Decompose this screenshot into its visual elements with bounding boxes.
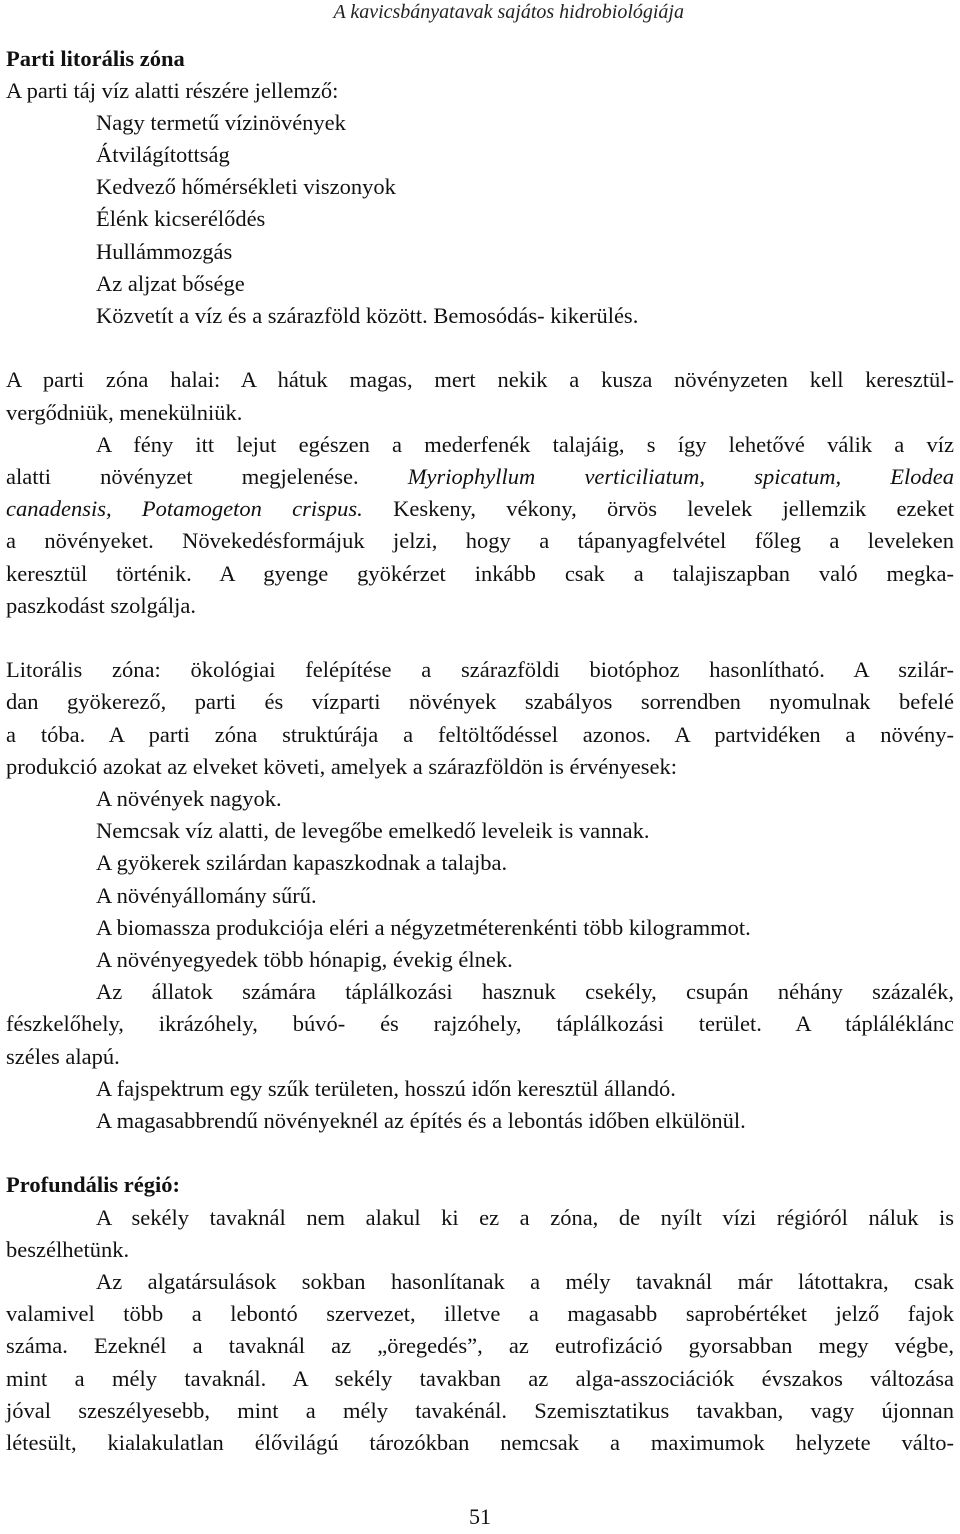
list-item: Kedvező hőmérsékleti viszonyok xyxy=(96,174,396,199)
running-header: A kavicsbányatavak sajátos hidrobiológiája xyxy=(333,1,684,23)
list-item: Nemcsak víz alatti, de levegőbe emelkedő leveleik is vannak. xyxy=(96,818,650,843)
list-item: A növények nagyok. xyxy=(96,786,282,811)
list-item: Átvilágítottság xyxy=(96,142,230,167)
species-names: Myriophyllum verticiliatum, spicatum, Elodea xyxy=(407,464,954,489)
paragraph-line: a tóba. A parti zóna struktúrája a feltöltődéssel azonos. A partvidéken a növény- xyxy=(6,722,954,747)
paragraph-line: paszkodást szolgálja. xyxy=(6,593,196,618)
text-run: alatti növényzet megjelenése. xyxy=(6,464,408,489)
list-item: Nagy termetű vízinövények xyxy=(96,110,346,135)
paragraph-line: produkció azokat az elveket követi, amelyek a szárazföldön is érvényesek: xyxy=(6,754,677,779)
list-item: A növényegyedek több hónapig, évekig élnek. xyxy=(96,947,513,972)
list-item: Közvetít a víz és a szárazföld között. Bemosódás- kikerülés. xyxy=(96,303,639,328)
paragraph-line: Litorális zóna: ökológiai felépítése a szárazföldi biotóphoz hasonlítható. A szilár- xyxy=(6,657,954,682)
paragraph-line: Az algatársulások sokban hasonlítanak a mély tavaknál már látottakra, csak xyxy=(96,1269,954,1294)
paragraph-line: Az állatok számára táplálkozási hasznuk csekély, csupán néhány százalék, xyxy=(96,979,954,1004)
list-item: A fajspektrum egy szűk területen, hosszú időn keresztül állandó. xyxy=(96,1076,676,1101)
paragraph-line: jóval szeszélyesebb, mint a mély tavakénál. Szemisztatikus tavakban, vagy újonnan xyxy=(6,1398,954,1423)
paragraph-line: dan gyökerező, parti és vízparti növények szabályos sorrendben nyomulnak befelé xyxy=(6,689,954,714)
paragraph-line: mint a mély tavaknál. A sekély tavakban az alga-asszociációk évszakos változása xyxy=(6,1366,954,1391)
paragraph-line: A parti zóna halai: A hátuk magas, mert nekik a kusza növényzeten kell keresztül- xyxy=(6,367,954,392)
section-heading-profundal: Profundális régió: xyxy=(6,1172,180,1197)
paragraph-line: valamivel több a lebontó szervezet, illetve a magasabb saprobértéket jelző fajok xyxy=(6,1301,954,1326)
list-item: A magasabbrendű növényeknél az építés és a lebontás időben elkülönül. xyxy=(96,1108,746,1133)
paragraph-line: széles alapú. xyxy=(6,1044,120,1069)
section-heading-litoral: Parti litorális zóna xyxy=(6,46,185,71)
paragraph-line xyxy=(6,462,954,492)
paragraph-line: fészkelőhely, ikrázóhely, búvó- és rajzóhely, táplálkozási terület. A tápláléklánc xyxy=(6,1011,954,1036)
paragraph-line: beszélhetünk. xyxy=(6,1237,130,1262)
paragraph-line: száma. Ezeknél a tavaknál az „öregedés”, az eutrofizáció gyorsabban megy végbe, xyxy=(6,1333,954,1358)
text-run: Keskeny, vékony, örvös levelek jellemzik ezeket xyxy=(362,496,954,521)
list-item: Az aljzat bősége xyxy=(96,271,245,296)
species-names: canadensis, Potamogeton crispus. xyxy=(6,496,363,521)
paragraph-line: vergődniük, menekülniük. xyxy=(6,400,243,425)
paragraph-line: létesült, kialakulatlan élővilágú tározókban nemcsak a maximumok helyzete válto- xyxy=(6,1430,954,1455)
list-item: A növényállomány sűrű. xyxy=(96,883,317,908)
list-item: Hullámmozgás xyxy=(96,239,233,264)
intro-line: A parti táj víz alatti részére jellemző: xyxy=(6,78,339,103)
page-number: 51 xyxy=(469,1504,491,1529)
list-item: A biomassza produkciója eléri a négyzetméterenkénti több kilogrammot. xyxy=(96,915,751,940)
paragraph-line xyxy=(6,494,954,524)
paragraph-line: keresztül történik. A gyenge gyökérzet inkább csak a talajiszapban való megka- xyxy=(6,561,954,586)
paragraph-line: a növényeket. Növekedésformájuk jelzi, hogy a tápanyagfelvétel főleg a leveleken xyxy=(6,528,954,553)
paragraph-line: A sekély tavaknál nem alakul ki ez a zóna, de nyílt vízi régióról náluk is xyxy=(96,1205,954,1230)
list-item: A gyökerek szilárdan kapaszkodnak a talajba. xyxy=(96,850,508,875)
paragraph-line: A fény itt lejut egészen a mederfenék talajáig, s így lehetővé válik a víz xyxy=(96,432,954,457)
list-item: Élénk kicserélődés xyxy=(96,206,266,231)
